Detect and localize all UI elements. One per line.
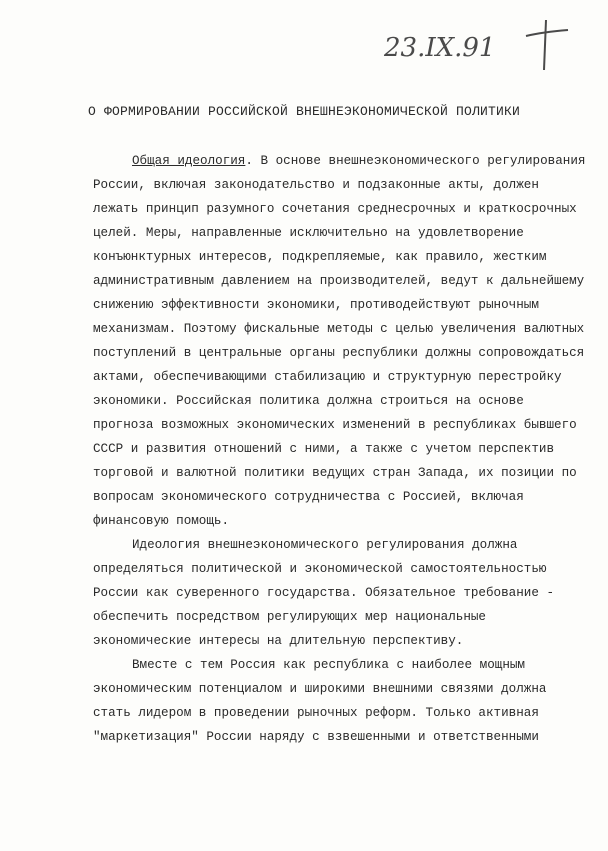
handwritten-date-icon <box>378 16 578 72</box>
handwritten-date-text: 23.IX.91 <box>384 33 496 63</box>
paragraph-1-line-5: конъюнктурных интересов, подкрепляемые, как правило, жестким <box>93 250 547 264</box>
paragraph-1-line-1 <box>132 153 585 169</box>
paragraph-1-line-7: снижению эффективности экономики, противодействуют рыночным <box>93 298 539 312</box>
paragraph-1-line-2: России, включая законодательство и подзаконные акты, должен <box>93 178 539 192</box>
paragraph-1-line-4: целей. Меры, направленные исключительно на удовлетворение <box>93 226 524 240</box>
handwritten-date-note <box>378 16 578 72</box>
paragraph-2-line-1: Идеология внешнеэкономического регулирования должна <box>132 538 518 552</box>
paragraph-3-line-3: стать лидером в проведении рыночных реформ. Только активная <box>93 706 539 720</box>
paragraph-3-line-2: экономическим потенциалом и широкими внешними связями должна <box>93 682 547 696</box>
paragraph-1-line-1-text: . В основе внешнеэкономического регулирования <box>245 154 586 168</box>
paragraph-1-line-16: финансовую помощь. <box>93 514 230 528</box>
paragraph-3-line-1: Вместе с тем Россия как республика с наиболее мощным <box>132 658 525 672</box>
paragraph-1-line-12: прогноза возможных экономических изменений в республиках бывшего <box>93 418 577 432</box>
paragraph-1-line-6: административным давлением на производителей, ведут к дальнейшему <box>93 274 585 288</box>
paragraph-3-line-4: "маркетизация" России наряду с взвешенными и ответственными <box>93 730 539 744</box>
paragraph-2-line-2: определяться политической и экономической самостоятельностью <box>93 562 547 576</box>
paragraph-1-line-13: СССР и развития отношений с ними, а также с учетом перспектив <box>93 442 555 456</box>
paragraph-2-line-3: России как суверенного государства. Обязательное требование - <box>93 586 555 600</box>
paragraph-1-line-9: поступлений в центральные органы республики должны сопровождаться <box>93 346 585 360</box>
paragraph-2-line-5: экономические интересы на длительную перспективу. <box>93 634 464 648</box>
lead-heading: Общая идеология <box>132 154 246 168</box>
paragraph-1-line-8: механизмам. Поэтому фискальные методы с целью увеличения валютных <box>93 322 585 336</box>
paragraph-1-line-3: лежать принцип разумного сочетания среднесрочных и краткосрочных <box>93 202 577 216</box>
paragraph-1-line-10: актами, обеспечивающими стабилизацию и структурную перестройку <box>93 370 562 384</box>
paragraph-1-line-11: экономики. Российская политика должна строиться на основе <box>93 394 524 408</box>
paragraph-1-line-14: торговой и валютной политики ведущих стран Запада, их позиции по <box>93 466 577 480</box>
document-title: О ФОРМИРОВАНИИ РОССИЙСКОЙ ВНЕШНЕЭКОНОМИЧЕСКОЙ ПОЛИТИКИ <box>87 104 521 119</box>
paragraph-1-line-15: вопросам экономического сотрудничества с Россией, включая <box>93 490 524 504</box>
paragraph-2-line-4: обеспечить посредством регулирующих мер национальные <box>93 610 486 624</box>
